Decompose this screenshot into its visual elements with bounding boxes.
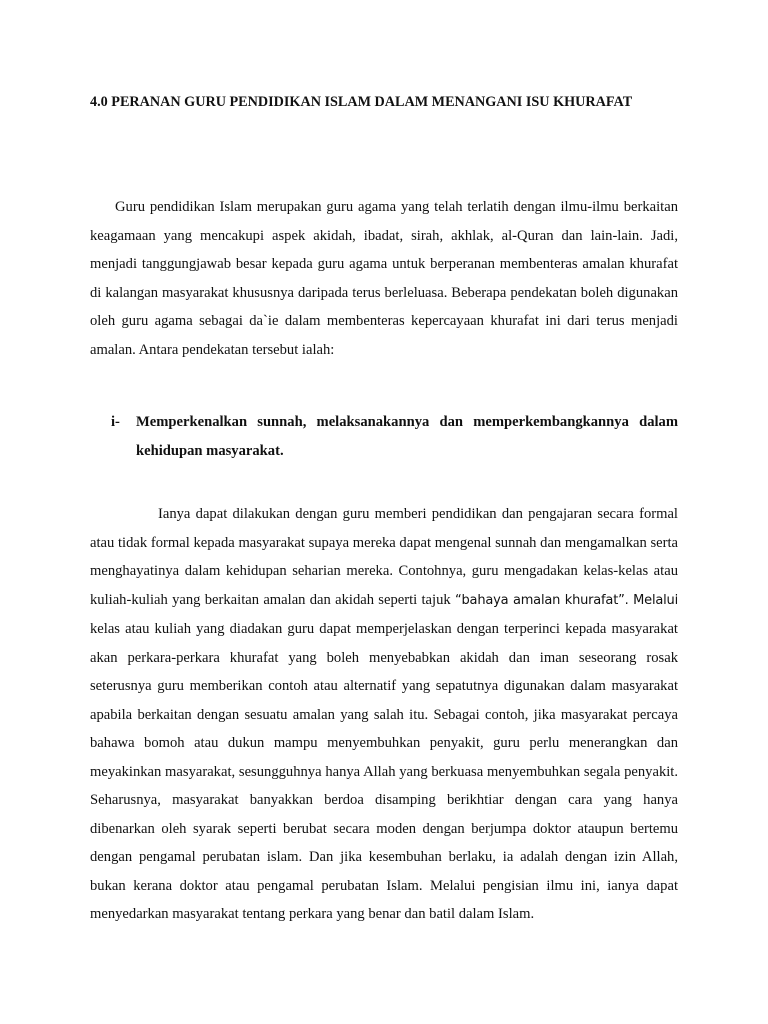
body-paragraph-part1: Ianya dapat dilakukan dengan guru memberi pendidikan dan pengajaran secara formal atau tidak formal kepada masyarakat supaya mereka dapat mengenal sunnah dan mengamalkan serta menghayatinya dalam kehidupan seharian mereka. Contohnya, guru mengadakan kelas-kelas atau kuliah-kuliah yang berkaitan amalan dan akidah seperti tajuk (90, 506, 678, 608)
body-paragraph-part2: kelas atau kuliah yang diadakan guru dapat memperjelaskan dengan terperinci kepada masyarakat akan perkara-perkara khurafat yang boleh menyebabkan akidah dan iman seseorang rosak seterusnya guru memberikan contoh atau alternatif yang sepatutnya digunakan dalam masyarakat apabila berkaitan dengan sesuatu amalan yang salah itu. Sebagai contoh, jika masyarakat percaya bahawa bomoh atau dukun mampu menyembuhkan penyakit, guru perlu menerangkan dan meyakinkan masyarakat, sesungguhnya hanya Allah yang berkuasa menyembuhkan segala penyakit. Seharusnya, masyarakat banyakkan berdoa disamping berikhtiar dengan cara yang hanya dibenarkan oleh syarak seperti berubat secara moden dengan berjumpa doktor ataupun bertemu dengan pengamal perubatan islam. Dan jika kesembuhan berlaku, ia adalah dengan izin Allah, bukan kerana doktor atau pengamal perubatan Islam. Melalui pengisian ilmu ini, ianya dapat menyedarkan masyarakat tentang perkara yang benar dan batil dalam Islam. (90, 621, 678, 922)
subpoint-item (111, 408, 678, 465)
body-paragraph (90, 500, 678, 929)
section-heading: 4.0 PERANAN GURU PENDIDIKAN ISLAM DALAM MENANGANI ISU KHURAFAT (90, 94, 633, 110)
subpoint-marker: i- (111, 414, 120, 430)
intro-paragraph: Guru pendidikan Islam merupakan guru agama yang telah terlatih dengan ilmu-ilmu berkaitan keagamaan yang mencakupi aspek akidah, ibadat, sirah, akhlak, al-Quran dan lain-lain. Jadi, menjadi tanggungjawab besar kepada guru agama untuk berperanan membenteras amalan khurafat di kalangan masyarakat khususnya daripada terus berleluasa. Beberapa pendekatan boleh digunakan oleh guru agama sebagai da`ie dalam membenteras kepercayaan khurafat ini dari terus menjadi amalan. Antara pendekatan tersebut ialah: (90, 199, 678, 358)
subpoint-title: Memperkenalkan sunnah, melaksanakannya dan memperkembangkannya dalam kehidupan masyarakat. (136, 414, 678, 459)
body-paragraph-quote: “bahaya amalan khurafat”. Melalui (454, 592, 678, 608)
